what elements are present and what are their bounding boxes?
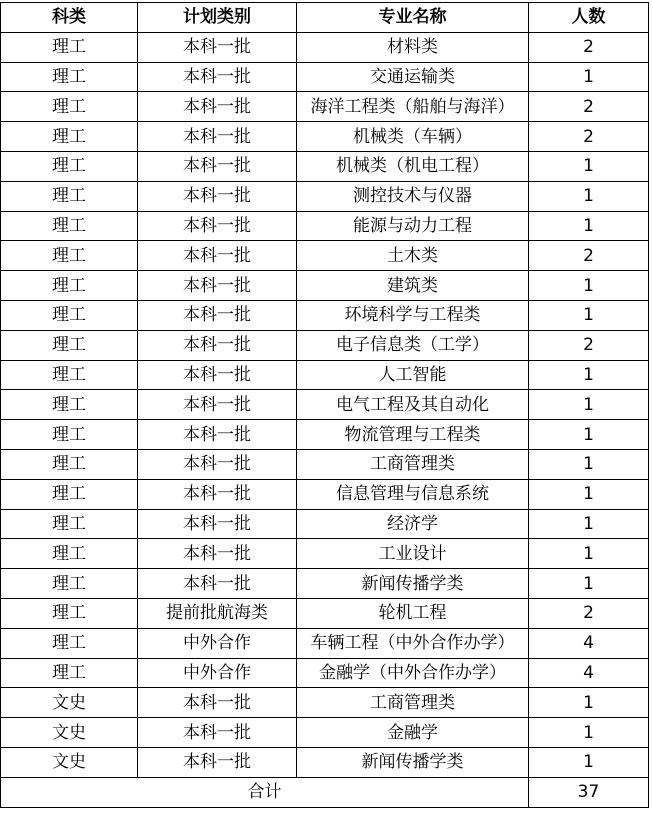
table-row bbox=[1, 628, 649, 658]
total-label: 合计 bbox=[1, 777, 529, 807]
cell-plan-type: 本科一批 bbox=[138, 151, 297, 181]
cell-count: 1 bbox=[529, 718, 649, 748]
cell-category: 文史 bbox=[1, 747, 138, 777]
table-row bbox=[1, 92, 649, 122]
table-row bbox=[1, 449, 649, 479]
cell-count: 2 bbox=[529, 92, 649, 122]
cell-count: 1 bbox=[529, 479, 649, 509]
cell-count: 1 bbox=[529, 747, 649, 777]
cell-plan-type: 本科一批 bbox=[138, 330, 297, 360]
cell-count: 2 bbox=[529, 122, 649, 152]
cell-major-name: 新闻传播学类 bbox=[297, 569, 529, 599]
header-row bbox=[1, 3, 649, 33]
header-plan-type: 计划类别 bbox=[138, 3, 297, 33]
cell-count: 2 bbox=[529, 241, 649, 271]
cell-major-name: 信息管理与信息系统 bbox=[297, 479, 529, 509]
cell-category: 理工 bbox=[1, 271, 138, 301]
table-row bbox=[1, 509, 649, 539]
cell-category: 文史 bbox=[1, 688, 138, 718]
cell-category: 理工 bbox=[1, 360, 138, 390]
cell-major-name: 新闻传播学类 bbox=[297, 747, 529, 777]
table-row bbox=[1, 539, 649, 569]
cell-major-name: 建筑类 bbox=[297, 271, 529, 301]
table-row bbox=[1, 181, 649, 211]
cell-category: 理工 bbox=[1, 598, 138, 628]
cell-count: 1 bbox=[529, 509, 649, 539]
cell-count: 1 bbox=[529, 569, 649, 599]
cell-category: 文史 bbox=[1, 718, 138, 748]
cell-count: 2 bbox=[529, 330, 649, 360]
cell-major-name: 海洋工程类（船舶与海洋） bbox=[297, 92, 529, 122]
cell-category: 理工 bbox=[1, 628, 138, 658]
cell-category: 理工 bbox=[1, 122, 138, 152]
cell-plan-type: 本科一批 bbox=[138, 688, 297, 718]
cell-category: 理工 bbox=[1, 509, 138, 539]
cell-count: 1 bbox=[529, 688, 649, 718]
table-row bbox=[1, 420, 649, 450]
table-row bbox=[1, 300, 649, 330]
cell-count: 4 bbox=[529, 628, 649, 658]
cell-major-name: 金融学 bbox=[297, 718, 529, 748]
table-row bbox=[1, 271, 649, 301]
total-row bbox=[1, 777, 649, 807]
cell-plan-type: 本科一批 bbox=[138, 62, 297, 92]
cell-count: 1 bbox=[529, 300, 649, 330]
cell-plan-type: 本科一批 bbox=[138, 420, 297, 450]
cell-major-name: 机械类（车辆） bbox=[297, 122, 529, 152]
table-row bbox=[1, 360, 649, 390]
cell-category: 理工 bbox=[1, 330, 138, 360]
cell-count: 2 bbox=[529, 598, 649, 628]
cell-category: 理工 bbox=[1, 539, 138, 569]
cell-count: 1 bbox=[529, 211, 649, 241]
cell-plan-type: 本科一批 bbox=[138, 300, 297, 330]
cell-plan-type: 本科一批 bbox=[138, 271, 297, 301]
cell-category: 理工 bbox=[1, 181, 138, 211]
cell-plan-type: 中外合作 bbox=[138, 628, 297, 658]
cell-major-name: 经济学 bbox=[297, 509, 529, 539]
cell-major-name: 金融学（中外合作办学） bbox=[297, 658, 529, 688]
cell-count: 1 bbox=[529, 390, 649, 420]
table-row bbox=[1, 122, 649, 152]
cell-major-name: 人工智能 bbox=[297, 360, 529, 390]
table-row bbox=[1, 479, 649, 509]
cell-plan-type: 中外合作 bbox=[138, 658, 297, 688]
cell-plan-type: 提前批航海类 bbox=[138, 598, 297, 628]
cell-count: 4 bbox=[529, 658, 649, 688]
cell-plan-type: 本科一批 bbox=[138, 390, 297, 420]
cell-count: 1 bbox=[529, 449, 649, 479]
header-major-name: 专业名称 bbox=[297, 3, 529, 33]
cell-major-name: 环境科学与工程类 bbox=[297, 300, 529, 330]
cell-major-name: 能源与动力工程 bbox=[297, 211, 529, 241]
cell-count: 1 bbox=[529, 181, 649, 211]
cell-count: 1 bbox=[529, 271, 649, 301]
table-row bbox=[1, 330, 649, 360]
table-row bbox=[1, 658, 649, 688]
table-row bbox=[1, 32, 649, 62]
cell-category: 理工 bbox=[1, 658, 138, 688]
table-row bbox=[1, 569, 649, 599]
table-row bbox=[1, 718, 649, 748]
cell-major-name: 工商管理类 bbox=[297, 449, 529, 479]
cell-category: 理工 bbox=[1, 62, 138, 92]
table-row bbox=[1, 241, 649, 271]
cell-category: 理工 bbox=[1, 569, 138, 599]
cell-plan-type: 本科一批 bbox=[138, 747, 297, 777]
cell-count: 1 bbox=[529, 539, 649, 569]
cell-major-name: 机械类（机电工程） bbox=[297, 151, 529, 181]
cell-plan-type: 本科一批 bbox=[138, 569, 297, 599]
cell-category: 理工 bbox=[1, 241, 138, 271]
cell-category: 理工 bbox=[1, 151, 138, 181]
cell-category: 理工 bbox=[1, 420, 138, 450]
cell-major-name: 土木类 bbox=[297, 241, 529, 271]
cell-count: 1 bbox=[529, 420, 649, 450]
cell-count: 1 bbox=[529, 360, 649, 390]
cell-plan-type: 本科一批 bbox=[138, 509, 297, 539]
cell-major-name: 电子信息类（工学） bbox=[297, 330, 529, 360]
cell-major-name: 物流管理与工程类 bbox=[297, 420, 529, 450]
cell-plan-type: 本科一批 bbox=[138, 479, 297, 509]
cell-major-name: 工商管理类 bbox=[297, 688, 529, 718]
table-row bbox=[1, 151, 649, 181]
cell-category: 理工 bbox=[1, 390, 138, 420]
cell-category: 理工 bbox=[1, 300, 138, 330]
table-row bbox=[1, 747, 649, 777]
cell-plan-type: 本科一批 bbox=[138, 718, 297, 748]
cell-count: 2 bbox=[529, 32, 649, 62]
cell-major-name: 车辆工程（中外合作办学） bbox=[297, 628, 529, 658]
cell-plan-type: 本科一批 bbox=[138, 181, 297, 211]
total-value: 37 bbox=[529, 777, 649, 807]
table-row bbox=[1, 390, 649, 420]
enrollment-table bbox=[0, 2, 649, 808]
cell-major-name: 轮机工程 bbox=[297, 598, 529, 628]
cell-major-name: 电气工程及其自动化 bbox=[297, 390, 529, 420]
cell-plan-type: 本科一批 bbox=[138, 122, 297, 152]
cell-plan-type: 本科一批 bbox=[138, 92, 297, 122]
cell-category: 理工 bbox=[1, 32, 138, 62]
cell-category: 理工 bbox=[1, 479, 138, 509]
table-container bbox=[0, 2, 649, 808]
table-row bbox=[1, 62, 649, 92]
cell-major-name: 工业设计 bbox=[297, 539, 529, 569]
table-row bbox=[1, 211, 649, 241]
cell-count: 1 bbox=[529, 62, 649, 92]
table-row bbox=[1, 688, 649, 718]
cell-category: 理工 bbox=[1, 449, 138, 479]
cell-plan-type: 本科一批 bbox=[138, 539, 297, 569]
header-category: 科类 bbox=[1, 3, 138, 33]
cell-plan-type: 本科一批 bbox=[138, 32, 297, 62]
cell-major-name: 测控技术与仪器 bbox=[297, 181, 529, 211]
table-row bbox=[1, 598, 649, 628]
cell-plan-type: 本科一批 bbox=[138, 211, 297, 241]
cell-plan-type: 本科一批 bbox=[138, 360, 297, 390]
cell-category: 理工 bbox=[1, 92, 138, 122]
cell-count: 1 bbox=[529, 151, 649, 181]
header-count: 人数 bbox=[529, 3, 649, 33]
cell-major-name: 材料类 bbox=[297, 32, 529, 62]
cell-category: 理工 bbox=[1, 211, 138, 241]
cell-major-name: 交通运输类 bbox=[297, 62, 529, 92]
cell-plan-type: 本科一批 bbox=[138, 241, 297, 271]
cell-plan-type: 本科一批 bbox=[138, 449, 297, 479]
